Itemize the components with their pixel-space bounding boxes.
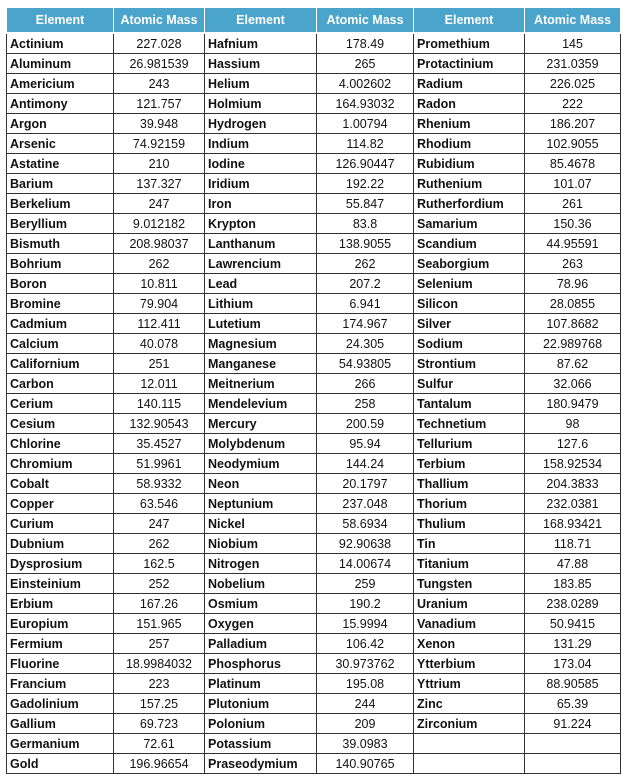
empty-cell (525, 754, 621, 774)
atomic-mass-cell: 138.9055 (317, 234, 414, 254)
element-name-cell: Carbon (7, 374, 114, 394)
element-name-cell: Thorium (414, 494, 525, 514)
atomic-mass-cell: 227.028 (114, 33, 205, 54)
table-row (7, 314, 621, 334)
element-name-cell: Rubidium (414, 154, 525, 174)
element-name-cell: Molybdenum (205, 434, 317, 454)
table-row (7, 554, 621, 574)
atomic-mass-cell: 207.2 (317, 274, 414, 294)
element-name-cell: Titanium (414, 554, 525, 574)
header-row (7, 8, 621, 34)
element-name-cell: Berkelium (7, 194, 114, 214)
atomic-mass-cell: 95.94 (317, 434, 414, 454)
element-name-cell: Dubnium (7, 534, 114, 554)
element-name-cell: Osmium (205, 594, 317, 614)
atomic-mass-cell: 55.847 (317, 194, 414, 214)
atomic-mass-cell: 22.989768 (525, 334, 621, 354)
element-name-cell: Neon (205, 474, 317, 494)
atomic-mass-cell: 247 (114, 194, 205, 214)
element-name-cell: Palladium (205, 634, 317, 654)
atomic-mass-cell: 144.24 (317, 454, 414, 474)
table-row (7, 534, 621, 554)
element-name-cell: Bohrium (7, 254, 114, 274)
table-row (7, 734, 621, 754)
atomic-mass-cell: 58.9332 (114, 474, 205, 494)
atomic-mass-cell: 243 (114, 74, 205, 94)
table-row (7, 414, 621, 434)
atomic-mass-cell: 209 (317, 714, 414, 734)
atomic-mass-cell: 158.92534 (525, 454, 621, 474)
element-name-cell: Mercury (205, 414, 317, 434)
element-name-cell: Meitnerium (205, 374, 317, 394)
atomic-mass-cell: 196.96654 (114, 754, 205, 774)
element-name-cell: Seaborgium (414, 254, 525, 274)
element-name-cell: Fermium (7, 634, 114, 654)
header-atomic-mass-1: Atomic Mass (114, 8, 205, 34)
element-name-cell: Chlorine (7, 434, 114, 454)
element-name-cell: Uranium (414, 594, 525, 614)
atomic-mass-cell: 167.26 (114, 594, 205, 614)
element-name-cell: Lutetium (205, 314, 317, 334)
table-row (7, 114, 621, 134)
element-name-cell: Nickel (205, 514, 317, 534)
atomic-mass-cell: 126.90447 (317, 154, 414, 174)
atomic-mass-cell: 261 (525, 194, 621, 214)
element-name-cell: Neptunium (205, 494, 317, 514)
table-body (7, 33, 621, 774)
atomic-mass-cell: 186.207 (525, 114, 621, 134)
table-row (7, 614, 621, 634)
element-name-cell: Cesium (7, 414, 114, 434)
table-row (7, 334, 621, 354)
header-element-2: Element (205, 8, 317, 34)
table-row (7, 354, 621, 374)
atomic-mass-cell: 226.025 (525, 74, 621, 94)
element-name-cell: Rhodium (414, 134, 525, 154)
element-name-cell: Vanadium (414, 614, 525, 634)
atomic-mass-cell: 174.967 (317, 314, 414, 334)
element-name-cell: Samarium (414, 214, 525, 234)
atomic-mass-cell: 222 (525, 94, 621, 114)
atomic-mass-cell: 262 (317, 254, 414, 274)
atomic-mass-cell: 259 (317, 574, 414, 594)
atomic-mass-cell: 132.90543 (114, 414, 205, 434)
atomic-mass-cell: 107.8682 (525, 314, 621, 334)
table-row (7, 274, 621, 294)
atomic-mass-cell: 50.9415 (525, 614, 621, 634)
atomic-mass-cell: 114.82 (317, 134, 414, 154)
element-name-cell: Tungsten (414, 574, 525, 594)
empty-cell (525, 734, 621, 754)
atomic-mass-cell: 145 (525, 33, 621, 54)
element-name-cell: Lead (205, 274, 317, 294)
empty-cell (414, 754, 525, 774)
atomic-mass-cell: 58.6934 (317, 514, 414, 534)
element-name-cell: Xenon (414, 634, 525, 654)
atomic-mass-cell: 74.92159 (114, 134, 205, 154)
table-row (7, 374, 621, 394)
atomic-mass-cell: 262 (114, 254, 205, 274)
atomic-mass-cell: 47.88 (525, 554, 621, 574)
atomic-mass-cell: 266 (317, 374, 414, 394)
atomic-mass-cell: 78.96 (525, 274, 621, 294)
table-row (7, 694, 621, 714)
atomic-mass-cell: 151.965 (114, 614, 205, 634)
element-name-cell: Germanium (7, 734, 114, 754)
atomic-mass-cell: 127.6 (525, 434, 621, 454)
element-name-cell: Hassium (205, 54, 317, 74)
atomic-mass-cell: 51.9961 (114, 454, 205, 474)
table-row (7, 234, 621, 254)
atomic-mass-cell: 265 (317, 54, 414, 74)
element-name-cell: Scandium (414, 234, 525, 254)
header-element-1: Element (7, 8, 114, 34)
atomic-mass-cell: 118.71 (525, 534, 621, 554)
atomic-mass-table-container (6, 7, 621, 774)
element-name-cell: Iron (205, 194, 317, 214)
table-row (7, 454, 621, 474)
element-name-cell: Einsteinium (7, 574, 114, 594)
atomic-mass-cell: 244 (317, 694, 414, 714)
element-name-cell: Americium (7, 74, 114, 94)
element-name-cell: Promethium (414, 33, 525, 54)
header-atomic-mass-2: Atomic Mass (317, 8, 414, 34)
element-name-cell: Chromium (7, 454, 114, 474)
atomic-mass-cell: 92.90638 (317, 534, 414, 554)
table-row (7, 474, 621, 494)
element-name-cell: Radon (414, 94, 525, 114)
atomic-mass-cell: 6.941 (317, 294, 414, 314)
element-name-cell: Magnesium (205, 334, 317, 354)
element-name-cell: Gadolinium (7, 694, 114, 714)
atomic-mass-cell: 63.546 (114, 494, 205, 514)
table-row (7, 514, 621, 534)
atomic-mass-cell: 112.411 (114, 314, 205, 334)
element-name-cell: Rutherfordium (414, 194, 525, 214)
atomic-mass-cell: 72.61 (114, 734, 205, 754)
element-name-cell: Cobalt (7, 474, 114, 494)
atomic-mass-cell: 164.93032 (317, 94, 414, 114)
element-name-cell: Hafnium (205, 33, 317, 54)
element-name-cell: Technetium (414, 414, 525, 434)
element-name-cell: Boron (7, 274, 114, 294)
atomic-mass-cell: 39.948 (114, 114, 205, 134)
table-row (7, 714, 621, 734)
element-name-cell: Lithium (205, 294, 317, 314)
atomic-mass-cell: 12.011 (114, 374, 205, 394)
element-name-cell: Bromine (7, 294, 114, 314)
element-name-cell: Aluminum (7, 54, 114, 74)
element-name-cell: Praseodymium (205, 754, 317, 774)
element-name-cell: Zinc (414, 694, 525, 714)
element-name-cell: Ytterbium (414, 654, 525, 674)
element-name-cell: Manganese (205, 354, 317, 374)
table-row (7, 394, 621, 414)
element-name-cell: Dysprosium (7, 554, 114, 574)
element-name-cell: Yttrium (414, 674, 525, 694)
table-row (7, 214, 621, 234)
element-name-cell: Mendelevium (205, 394, 317, 414)
atomic-mass-cell: 40.078 (114, 334, 205, 354)
atomic-mass-cell: 9.012182 (114, 214, 205, 234)
element-name-cell: Plutonium (205, 694, 317, 714)
element-name-cell: Europium (7, 614, 114, 634)
element-name-cell: Calcium (7, 334, 114, 354)
element-name-cell: Tellurium (414, 434, 525, 454)
empty-cell (414, 734, 525, 754)
table-row (7, 494, 621, 514)
element-name-cell: Zirconium (414, 714, 525, 734)
element-name-cell: Polonium (205, 714, 317, 734)
element-name-cell: Indium (205, 134, 317, 154)
atomic-mass-cell: 238.0289 (525, 594, 621, 614)
atomic-mass-cell: 204.3833 (525, 474, 621, 494)
element-name-cell: Terbium (414, 454, 525, 474)
atomic-mass-cell: 54.93805 (317, 354, 414, 374)
atomic-mass-cell: 183.85 (525, 574, 621, 594)
atomic-mass-cell: 4.002602 (317, 74, 414, 94)
element-name-cell: Tin (414, 534, 525, 554)
table-row (7, 254, 621, 274)
element-name-cell: Barium (7, 174, 114, 194)
atomic-mass-cell: 140.115 (114, 394, 205, 414)
table-row (7, 654, 621, 674)
atomic-mass-cell: 262 (114, 534, 205, 554)
atomic-mass-cell: 190.2 (317, 594, 414, 614)
atomic-mass-cell: 14.00674 (317, 554, 414, 574)
atomic-mass-cell: 210 (114, 154, 205, 174)
atomic-mass-cell: 157.25 (114, 694, 205, 714)
element-name-cell: Lawrencium (205, 254, 317, 274)
table-row (7, 434, 621, 454)
atomic-mass-cell: 26.981539 (114, 54, 205, 74)
atomic-mass-cell: 137.327 (114, 174, 205, 194)
atomic-mass-cell: 98 (525, 414, 621, 434)
element-name-cell: Niobium (205, 534, 317, 554)
atomic-mass-cell: 32.066 (525, 374, 621, 394)
element-name-cell: Holmium (205, 94, 317, 114)
header-atomic-mass-3: Atomic Mass (525, 8, 621, 34)
element-name-cell: Thulium (414, 514, 525, 534)
element-name-cell: Nobelium (205, 574, 317, 594)
element-name-cell: Curium (7, 514, 114, 534)
atomic-mass-cell: 258 (317, 394, 414, 414)
element-name-cell: Beryllium (7, 214, 114, 234)
atomic-mass-cell: 20.1797 (317, 474, 414, 494)
element-name-cell: Erbium (7, 594, 114, 614)
element-name-cell: Helium (205, 74, 317, 94)
atomic-mass-cell: 131.29 (525, 634, 621, 654)
atomic-mass-cell: 79.904 (114, 294, 205, 314)
element-name-cell: Iodine (205, 154, 317, 174)
atomic-mass-cell: 150.36 (525, 214, 621, 234)
element-name-cell: Radium (414, 74, 525, 94)
atomic-mass-cell: 69.723 (114, 714, 205, 734)
atomic-mass-table (6, 7, 621, 774)
element-name-cell: Copper (7, 494, 114, 514)
element-name-cell: Platinum (205, 674, 317, 694)
element-name-cell: Strontium (414, 354, 525, 374)
atomic-mass-cell: 85.4678 (525, 154, 621, 174)
table-row (7, 74, 621, 94)
table-row (7, 33, 621, 54)
element-name-cell: Potassium (205, 734, 317, 754)
atomic-mass-cell: 168.93421 (525, 514, 621, 534)
atomic-mass-cell: 91.224 (525, 714, 621, 734)
atomic-mass-cell: 251 (114, 354, 205, 374)
atomic-mass-cell: 83.8 (317, 214, 414, 234)
atomic-mass-cell: 237.048 (317, 494, 414, 514)
element-name-cell: Rhenium (414, 114, 525, 134)
table-row (7, 674, 621, 694)
element-name-cell: Krypton (205, 214, 317, 234)
element-name-cell: Silver (414, 314, 525, 334)
atomic-mass-cell: 1.00794 (317, 114, 414, 134)
table-row (7, 154, 621, 174)
header-element-3: Element (414, 8, 525, 34)
element-name-cell: Neodymium (205, 454, 317, 474)
atomic-mass-cell: 10.811 (114, 274, 205, 294)
element-name-cell: Gold (7, 754, 114, 774)
element-name-cell: Thallium (414, 474, 525, 494)
element-name-cell: Hydrogen (205, 114, 317, 134)
atomic-mass-cell: 200.59 (317, 414, 414, 434)
atomic-mass-cell: 208.98037 (114, 234, 205, 254)
table-row (7, 94, 621, 114)
atomic-mass-cell: 140.90765 (317, 754, 414, 774)
element-name-cell: Arsenic (7, 134, 114, 154)
table-row (7, 574, 621, 594)
table-row (7, 754, 621, 774)
element-name-cell: Actinium (7, 33, 114, 54)
element-name-cell: Antimony (7, 94, 114, 114)
atomic-mass-cell: 180.9479 (525, 394, 621, 414)
table-row (7, 294, 621, 314)
atomic-mass-cell: 15.9994 (317, 614, 414, 634)
atomic-mass-cell: 30.973762 (317, 654, 414, 674)
element-name-cell: Cadmium (7, 314, 114, 334)
element-name-cell: Sodium (414, 334, 525, 354)
atomic-mass-cell: 173.04 (525, 654, 621, 674)
atomic-mass-cell: 24.305 (317, 334, 414, 354)
element-name-cell: Fluorine (7, 654, 114, 674)
element-name-cell: Protactinium (414, 54, 525, 74)
atomic-mass-cell: 263 (525, 254, 621, 274)
element-name-cell: Astatine (7, 154, 114, 174)
element-name-cell: Bismuth (7, 234, 114, 254)
table-row (7, 134, 621, 154)
atomic-mass-cell: 106.42 (317, 634, 414, 654)
atomic-mass-cell: 162.5 (114, 554, 205, 574)
table-row (7, 634, 621, 654)
element-name-cell: Ruthenium (414, 174, 525, 194)
atomic-mass-cell: 195.08 (317, 674, 414, 694)
atomic-mass-cell: 247 (114, 514, 205, 534)
atomic-mass-cell: 232.0381 (525, 494, 621, 514)
atomic-mass-cell: 257 (114, 634, 205, 654)
element-name-cell: Argon (7, 114, 114, 134)
element-name-cell: Nitrogen (205, 554, 317, 574)
atomic-mass-cell: 18.9984032 (114, 654, 205, 674)
table-row (7, 54, 621, 74)
atomic-mass-cell: 192.22 (317, 174, 414, 194)
table-row (7, 174, 621, 194)
atomic-mass-cell: 223 (114, 674, 205, 694)
atomic-mass-cell: 231.0359 (525, 54, 621, 74)
element-name-cell: Lanthanum (205, 234, 317, 254)
atomic-mass-cell: 28.0855 (525, 294, 621, 314)
atomic-mass-cell: 87.62 (525, 354, 621, 374)
atomic-mass-cell: 102.9055 (525, 134, 621, 154)
element-name-cell: Iridium (205, 174, 317, 194)
atomic-mass-cell: 88.90585 (525, 674, 621, 694)
atomic-mass-cell: 252 (114, 574, 205, 594)
table-row (7, 594, 621, 614)
element-name-cell: Californium (7, 354, 114, 374)
atomic-mass-cell: 35.4527 (114, 434, 205, 454)
element-name-cell: Gallium (7, 714, 114, 734)
element-name-cell: Phosphorus (205, 654, 317, 674)
atomic-mass-cell: 178.49 (317, 33, 414, 54)
element-name-cell: Oxygen (205, 614, 317, 634)
atomic-mass-cell: 44.95591 (525, 234, 621, 254)
table-row (7, 194, 621, 214)
atomic-mass-cell: 65.39 (525, 694, 621, 714)
element-name-cell: Silicon (414, 294, 525, 314)
element-name-cell: Tantalum (414, 394, 525, 414)
atomic-mass-cell: 39.0983 (317, 734, 414, 754)
element-name-cell: Cerium (7, 394, 114, 414)
element-name-cell: Francium (7, 674, 114, 694)
atomic-mass-cell: 121.757 (114, 94, 205, 114)
element-name-cell: Sulfur (414, 374, 525, 394)
atomic-mass-cell: 101.07 (525, 174, 621, 194)
element-name-cell: Selenium (414, 274, 525, 294)
